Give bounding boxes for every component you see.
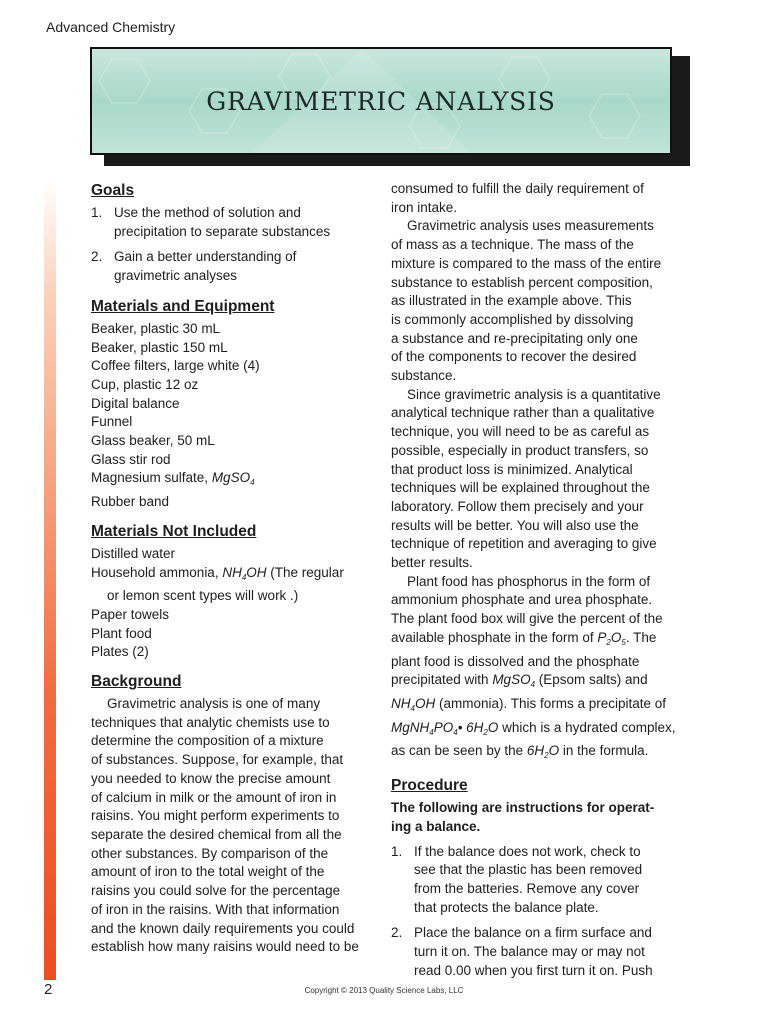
paragraph-line: Gravimetric analysis is one of many <box>107 696 321 712</box>
formula: 6H <box>526 743 545 759</box>
paragraph-line: other substances. By comparison of the <box>91 845 329 861</box>
list-item <box>91 248 373 285</box>
paragraph-line: of calcium in milk or the amount of iron in <box>91 789 337 805</box>
paragraph-line <box>391 742 687 766</box>
materials-list <box>91 320 373 512</box>
paragraph-line: technique, you will need to be as careful as <box>391 424 650 440</box>
paragraph-line <box>391 671 687 695</box>
paragraph-line: substance. <box>391 368 457 384</box>
paragraph-line: techniques that analytic chemists use to <box>91 714 330 730</box>
formula-subscript: 2 <box>606 637 611 647</box>
paragraph-plant-food <box>391 573 687 766</box>
formula: OH <box>414 695 436 711</box>
intro-line: The following are instructions for operat- <box>391 800 655 816</box>
text-run: (ammonia). This forms a precipitate of <box>435 695 667 711</box>
paragraph-line: results will be better. You will also use the <box>391 517 639 533</box>
formula: O <box>610 629 622 645</box>
list-item-continuation: or lemon scent types will work .) <box>107 588 299 604</box>
paragraph-quantitative <box>391 386 687 573</box>
list-item: Cup, plastic 12 oz <box>91 376 199 392</box>
paragraph-line: possible, especially in product transfers, so <box>391 442 649 458</box>
paragraph-line: of substances. Suppose, for example, that <box>91 752 344 768</box>
left-column <box>91 180 373 957</box>
not-included-list <box>91 545 373 662</box>
paragraph-line: and the known daily requirements you could <box>91 920 355 936</box>
paragraph-line: technique of repetition and averaging to give <box>391 536 657 552</box>
formula-subscript: 4 <box>453 727 458 737</box>
list-text: precipitation to separate substances <box>114 223 331 239</box>
list-text: that protects the balance plate. <box>414 899 599 915</box>
list-item <box>391 924 687 980</box>
paragraph-line: Gravimetric analysis uses measurements <box>407 218 654 234</box>
formula-subscript: 4 <box>241 572 247 582</box>
paragraph-line: plant food is dissolved and the phosphate <box>391 653 640 669</box>
not-included-heading: Materials Not Included <box>91 522 257 540</box>
list-text: see that the plastic has been removed <box>414 862 643 878</box>
formula-subscript: 2 <box>544 751 549 761</box>
list-item: Coffee filters, large white (4) <box>91 358 260 374</box>
paragraph-line: that product loss is minimized. Analytical <box>391 461 633 477</box>
formula: NH <box>391 695 411 711</box>
paragraph-line: The plant food box will give the percent of the <box>391 611 663 627</box>
item-text: Household ammonia, <box>91 564 223 580</box>
list-number: 2. <box>91 249 103 265</box>
background-heading: Background <box>91 673 182 691</box>
list-number: 1. <box>91 205 103 220</box>
formula-subscript: 4 <box>250 478 255 488</box>
background-paragraph <box>91 695 373 957</box>
materials-heading: Materials and Equipment <box>91 297 275 315</box>
list-item: Paper towels <box>91 606 170 622</box>
right-column <box>391 180 687 987</box>
procedure-intro <box>391 799 687 836</box>
paragraph-line: ammonium phosphate and urea phosphate. <box>391 592 653 608</box>
paragraph-line: techniques will be explained throughout the <box>391 480 650 496</box>
paragraph-line: is commonly accomplished by dissolving <box>391 311 634 327</box>
list-text: turn it on. The balance may or may not <box>414 944 645 960</box>
list-text: from the batteries. Remove any cover <box>414 880 640 896</box>
list-text: read 0.00 when you first turn it on. Push <box>414 962 653 978</box>
title-banner <box>90 47 672 155</box>
formula: MgSO <box>492 672 531 688</box>
list-item: Digital balance <box>91 395 180 411</box>
formula: MgSO <box>211 470 251 486</box>
paragraph-line <box>391 629 687 653</box>
formula: OH <box>246 564 267 580</box>
formula-subscript: 5 <box>621 637 626 647</box>
list-item: Rubber band <box>91 494 170 510</box>
list-item: Plates (2) <box>91 644 149 660</box>
paragraph-line: iron intake. <box>391 199 458 215</box>
paragraph-line: separate the desired chemical from all the <box>91 826 342 842</box>
page-number: 2 <box>44 981 53 998</box>
paragraph-line: mixture is compared to the mass of the entire <box>391 255 662 271</box>
copyright-notice: Copyright © 2013 Quality Science Labs, LLC <box>304 986 464 995</box>
text-run: available phosphate in the form of <box>391 629 598 645</box>
list-item <box>391 843 687 918</box>
list-text: If the balance does not work, check to <box>414 843 641 859</box>
text-run: (Epsom salts) and <box>535 672 648 688</box>
paragraph-line: of the components to recover the desired <box>391 349 637 365</box>
paragraph-line <box>391 695 687 719</box>
list-number: 1. <box>391 843 403 859</box>
list-item <box>91 564 373 588</box>
list-item: Glass stir rod <box>91 451 171 467</box>
paragraph-line: amount of iron to the total weight of the <box>91 864 325 880</box>
paragraph-line: consumed to fulfill the daily requirement of <box>391 181 644 196</box>
paragraph-mass <box>391 217 687 385</box>
running-header: Advanced Chemistry <box>46 19 176 35</box>
text-run: as can be seen by the <box>391 743 527 759</box>
list-number: 2. <box>391 925 403 941</box>
paragraph-line: of iron in the raisins. With that information <box>91 901 340 917</box>
formula: • 6H <box>457 719 484 735</box>
list-item: Glass beaker, 50 mL <box>91 433 215 449</box>
paragraph-line: raisins you could solve for the percentage <box>91 883 341 899</box>
formula: O <box>548 743 560 759</box>
paragraph-line: raisins. You might perform experiments to <box>91 808 340 824</box>
formula-subscript: 4 <box>530 680 536 690</box>
paragraph-line: as illustrated in the example above. This <box>391 293 632 309</box>
item-text: (The regular <box>266 564 344 580</box>
list-item: Distilled water <box>91 545 176 561</box>
paragraph-line: Plant food has phosphorus in the form of <box>407 573 651 589</box>
goals-list <box>91 204 373 286</box>
paragraph-line: a substance and re-precipitating only one <box>391 330 638 346</box>
list-text: Use the method of solution and <box>114 205 301 220</box>
procedure-heading: Procedure <box>391 777 468 795</box>
formula: MgNH <box>391 719 430 735</box>
formula: O <box>487 719 499 735</box>
paragraph-line: substance to establish percent composition, <box>391 274 653 290</box>
list-item: Plant food <box>91 625 152 641</box>
paragraph-line: determine the composition of a mixture <box>91 733 324 749</box>
list-text: Gain a better understanding of <box>114 249 297 265</box>
list-item: Beaker, plastic 150 mL <box>91 339 228 355</box>
goals-heading: Goals <box>91 182 135 199</box>
paragraph-line: laboratory. Follow them precisely and your <box>391 498 644 514</box>
paragraph-line: of mass as a technique. The mass of the <box>391 237 634 253</box>
formula: P <box>597 629 607 645</box>
list-item <box>91 204 373 241</box>
list-item: Funnel <box>91 414 133 430</box>
paragraph-line: analytical technique rather than a qualitative <box>391 405 655 421</box>
intro-line: ing a balance. <box>391 818 481 834</box>
text-run: which is a hydrated complex, <box>498 719 676 735</box>
paragraph-line: better results. <box>391 555 473 571</box>
paragraph-line <box>391 719 687 743</box>
paragraph-line: Since gravimetric analysis is a quantitative <box>407 386 661 402</box>
formula-subscript: 2 <box>483 727 488 737</box>
formula-subscript: 4 <box>410 703 415 713</box>
formula-subscript: 4 <box>429 727 434 737</box>
list-item <box>91 469 373 493</box>
paragraph-line: you needed to know the precise amount <box>91 770 331 786</box>
text-run: precipitated with <box>391 672 493 688</box>
list-text: gravimetric analyses <box>114 268 238 284</box>
page-title: GRAVIMETRIC ANALYSIS <box>206 87 556 116</box>
procedure-list <box>391 843 687 981</box>
paragraph-line: establish how many raisins would need to be <box>91 939 359 955</box>
formula: PO <box>433 719 454 735</box>
list-text: Place the balance on a firm surface and <box>414 925 652 941</box>
text-run: in the formula. <box>559 743 649 759</box>
text-run: . The <box>625 629 657 645</box>
item-text: Magnesium sulfate, <box>91 470 212 486</box>
accent-bar <box>44 180 56 980</box>
formula: NH <box>222 564 242 580</box>
list-item: Beaker, plastic 30 mL <box>91 320 221 336</box>
